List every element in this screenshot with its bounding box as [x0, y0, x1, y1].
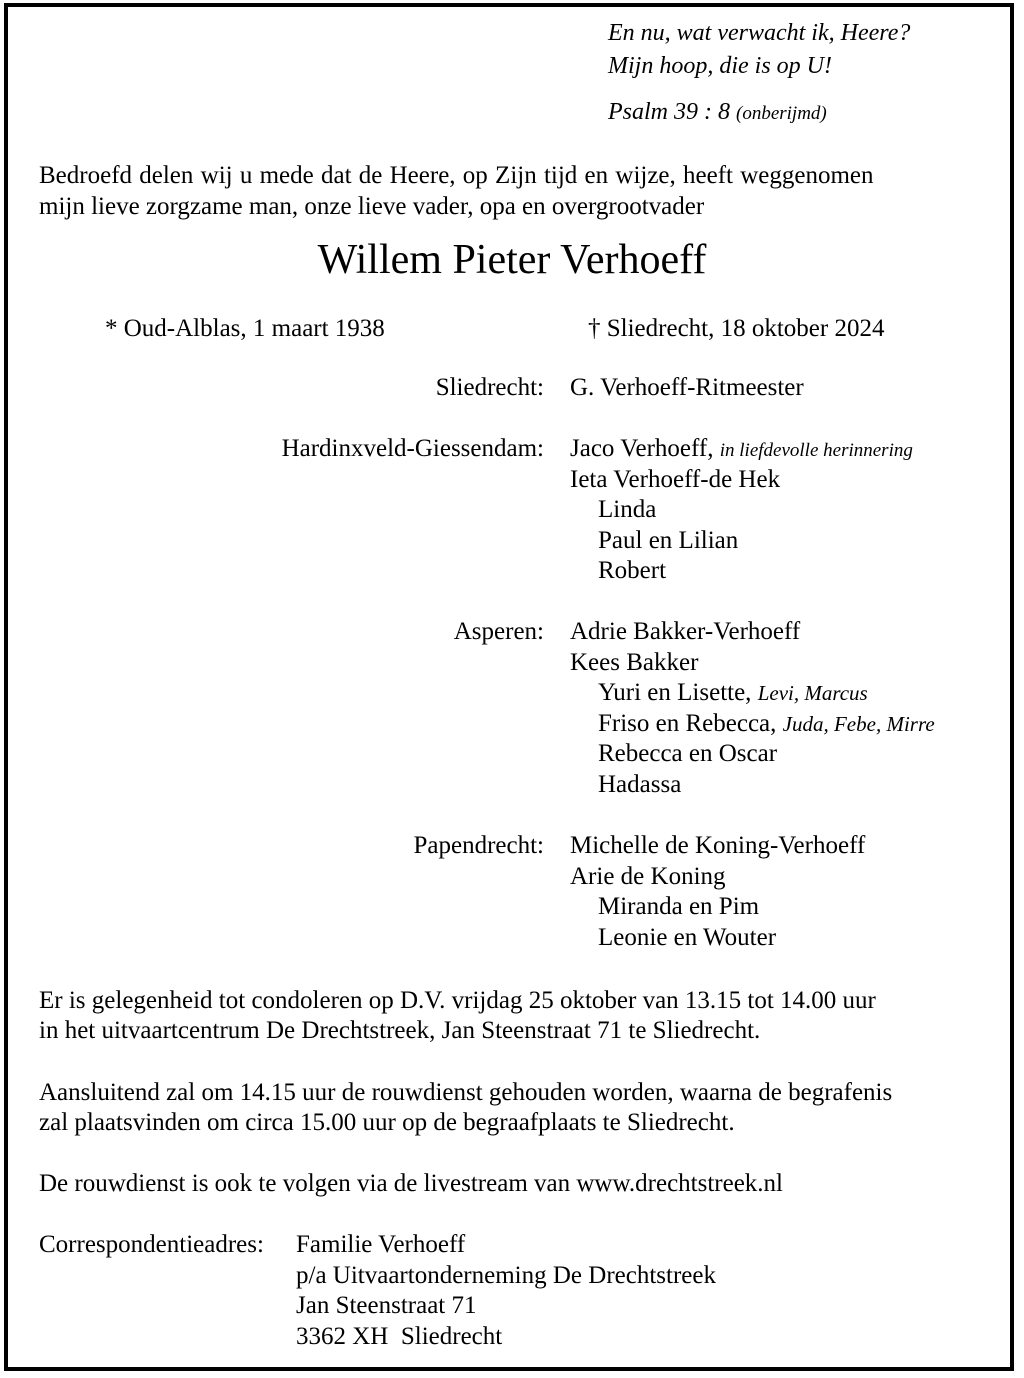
family-place-papendrecht: Papendrecht: — [413, 832, 544, 859]
family-member-name: Friso en Rebecca, — [598, 710, 777, 737]
intro-line-1: Bedroefd delen wij u mede dat de Heere, op Zijn tijd en wijze, heeft weggenomen — [39, 162, 874, 189]
verse-reference-text: Psalm 39 : 8 — [608, 99, 730, 125]
verse-reference-note: (onberijmd) — [736, 103, 827, 124]
family-member: Arie de Koning — [570, 863, 726, 890]
family-member: Rebecca en Oscar — [598, 740, 778, 767]
family-member: Leonie en Wouter — [598, 924, 777, 951]
family-member: Ieta Verhoeff-de Hek — [570, 466, 781, 493]
correspondence-line-1: Familie Verhoeff — [296, 1231, 466, 1258]
death-info: † Sliedrecht, 18 oktober 2024 — [588, 315, 885, 342]
verse-reference — [608, 99, 827, 126]
condolence-line-1: Er is gelegenheid tot condoleren op D.V. vrijdag 25 oktober van 13.15 tot 14.00 uur — [39, 987, 876, 1014]
family-member-note: Juda, Febe, Mirre — [782, 712, 935, 736]
deceased-name: Willem Pieter Verhoeff — [317, 237, 707, 283]
family-member: Adrie Bakker-Verhoeff — [570, 618, 801, 645]
family-member: Linda — [598, 496, 657, 523]
verse-line-2: Mijn hoop, die is op U! — [608, 53, 832, 79]
service-line-2: zal plaatsvinden om circa 15.00 uur op de begraafplaats te Sliedrecht. — [39, 1109, 735, 1136]
family-member: G. Verhoeff-Ritmeester — [570, 374, 804, 401]
family-member: Hadassa — [598, 771, 682, 798]
correspondence-line-3: Jan Steenstraat 71 — [296, 1292, 477, 1319]
family-member: Kees Bakker — [570, 649, 699, 676]
family-member: Robert — [598, 557, 667, 584]
correspondence-label: Correspondentieadres: — [39, 1231, 264, 1258]
condolence-line-2: in het uitvaartcentrum De Drechtstreek, Jan Steenstraat 71 te Sliedrecht. — [39, 1017, 761, 1044]
intro-line-2: mijn lieve zorgzame man, onze lieve vader, opa en overgrootvader — [39, 193, 705, 220]
family-member — [570, 435, 913, 463]
family-member — [598, 710, 935, 738]
birth-info: * Oud-Alblas, 1 maart 1938 — [105, 315, 385, 342]
family-member: Paul en Lilian — [598, 527, 739, 554]
family-place-asperen: Asperen: — [453, 618, 544, 645]
livestream-note: De rouwdienst is ook te volgen via de livestream van www.drechtstreek.nl — [39, 1170, 784, 1197]
family-member — [598, 679, 868, 707]
service-line-1: Aansluitend zal om 14.15 uur de rouwdienst gehouden worden, waarna de begrafenis — [39, 1079, 893, 1106]
family-place-sliedrecht: Sliedrecht: — [435, 374, 544, 401]
family-place-hardinxveld: Hardinxveld-Giessendam: — [281, 435, 544, 462]
correspondence-line-2: p/a Uitvaartonderneming De Drechtstreek — [296, 1262, 716, 1289]
family-member-note: Levi, Marcus — [757, 681, 868, 705]
correspondence-line-4: 3362 XH Sliedrecht — [296, 1323, 503, 1350]
family-member-note: in liefdevolle herinnering — [719, 440, 913, 461]
family-member: Michelle de Koning-Verhoeff — [570, 832, 866, 859]
verse-line-1: En nu, wat verwacht ik, Heere? — [608, 20, 911, 46]
family-member-name: Jaco Verhoeff, — [570, 435, 714, 462]
family-member-name: Yuri en Lisette, — [598, 679, 752, 706]
family-member: Miranda en Pim — [598, 893, 760, 920]
